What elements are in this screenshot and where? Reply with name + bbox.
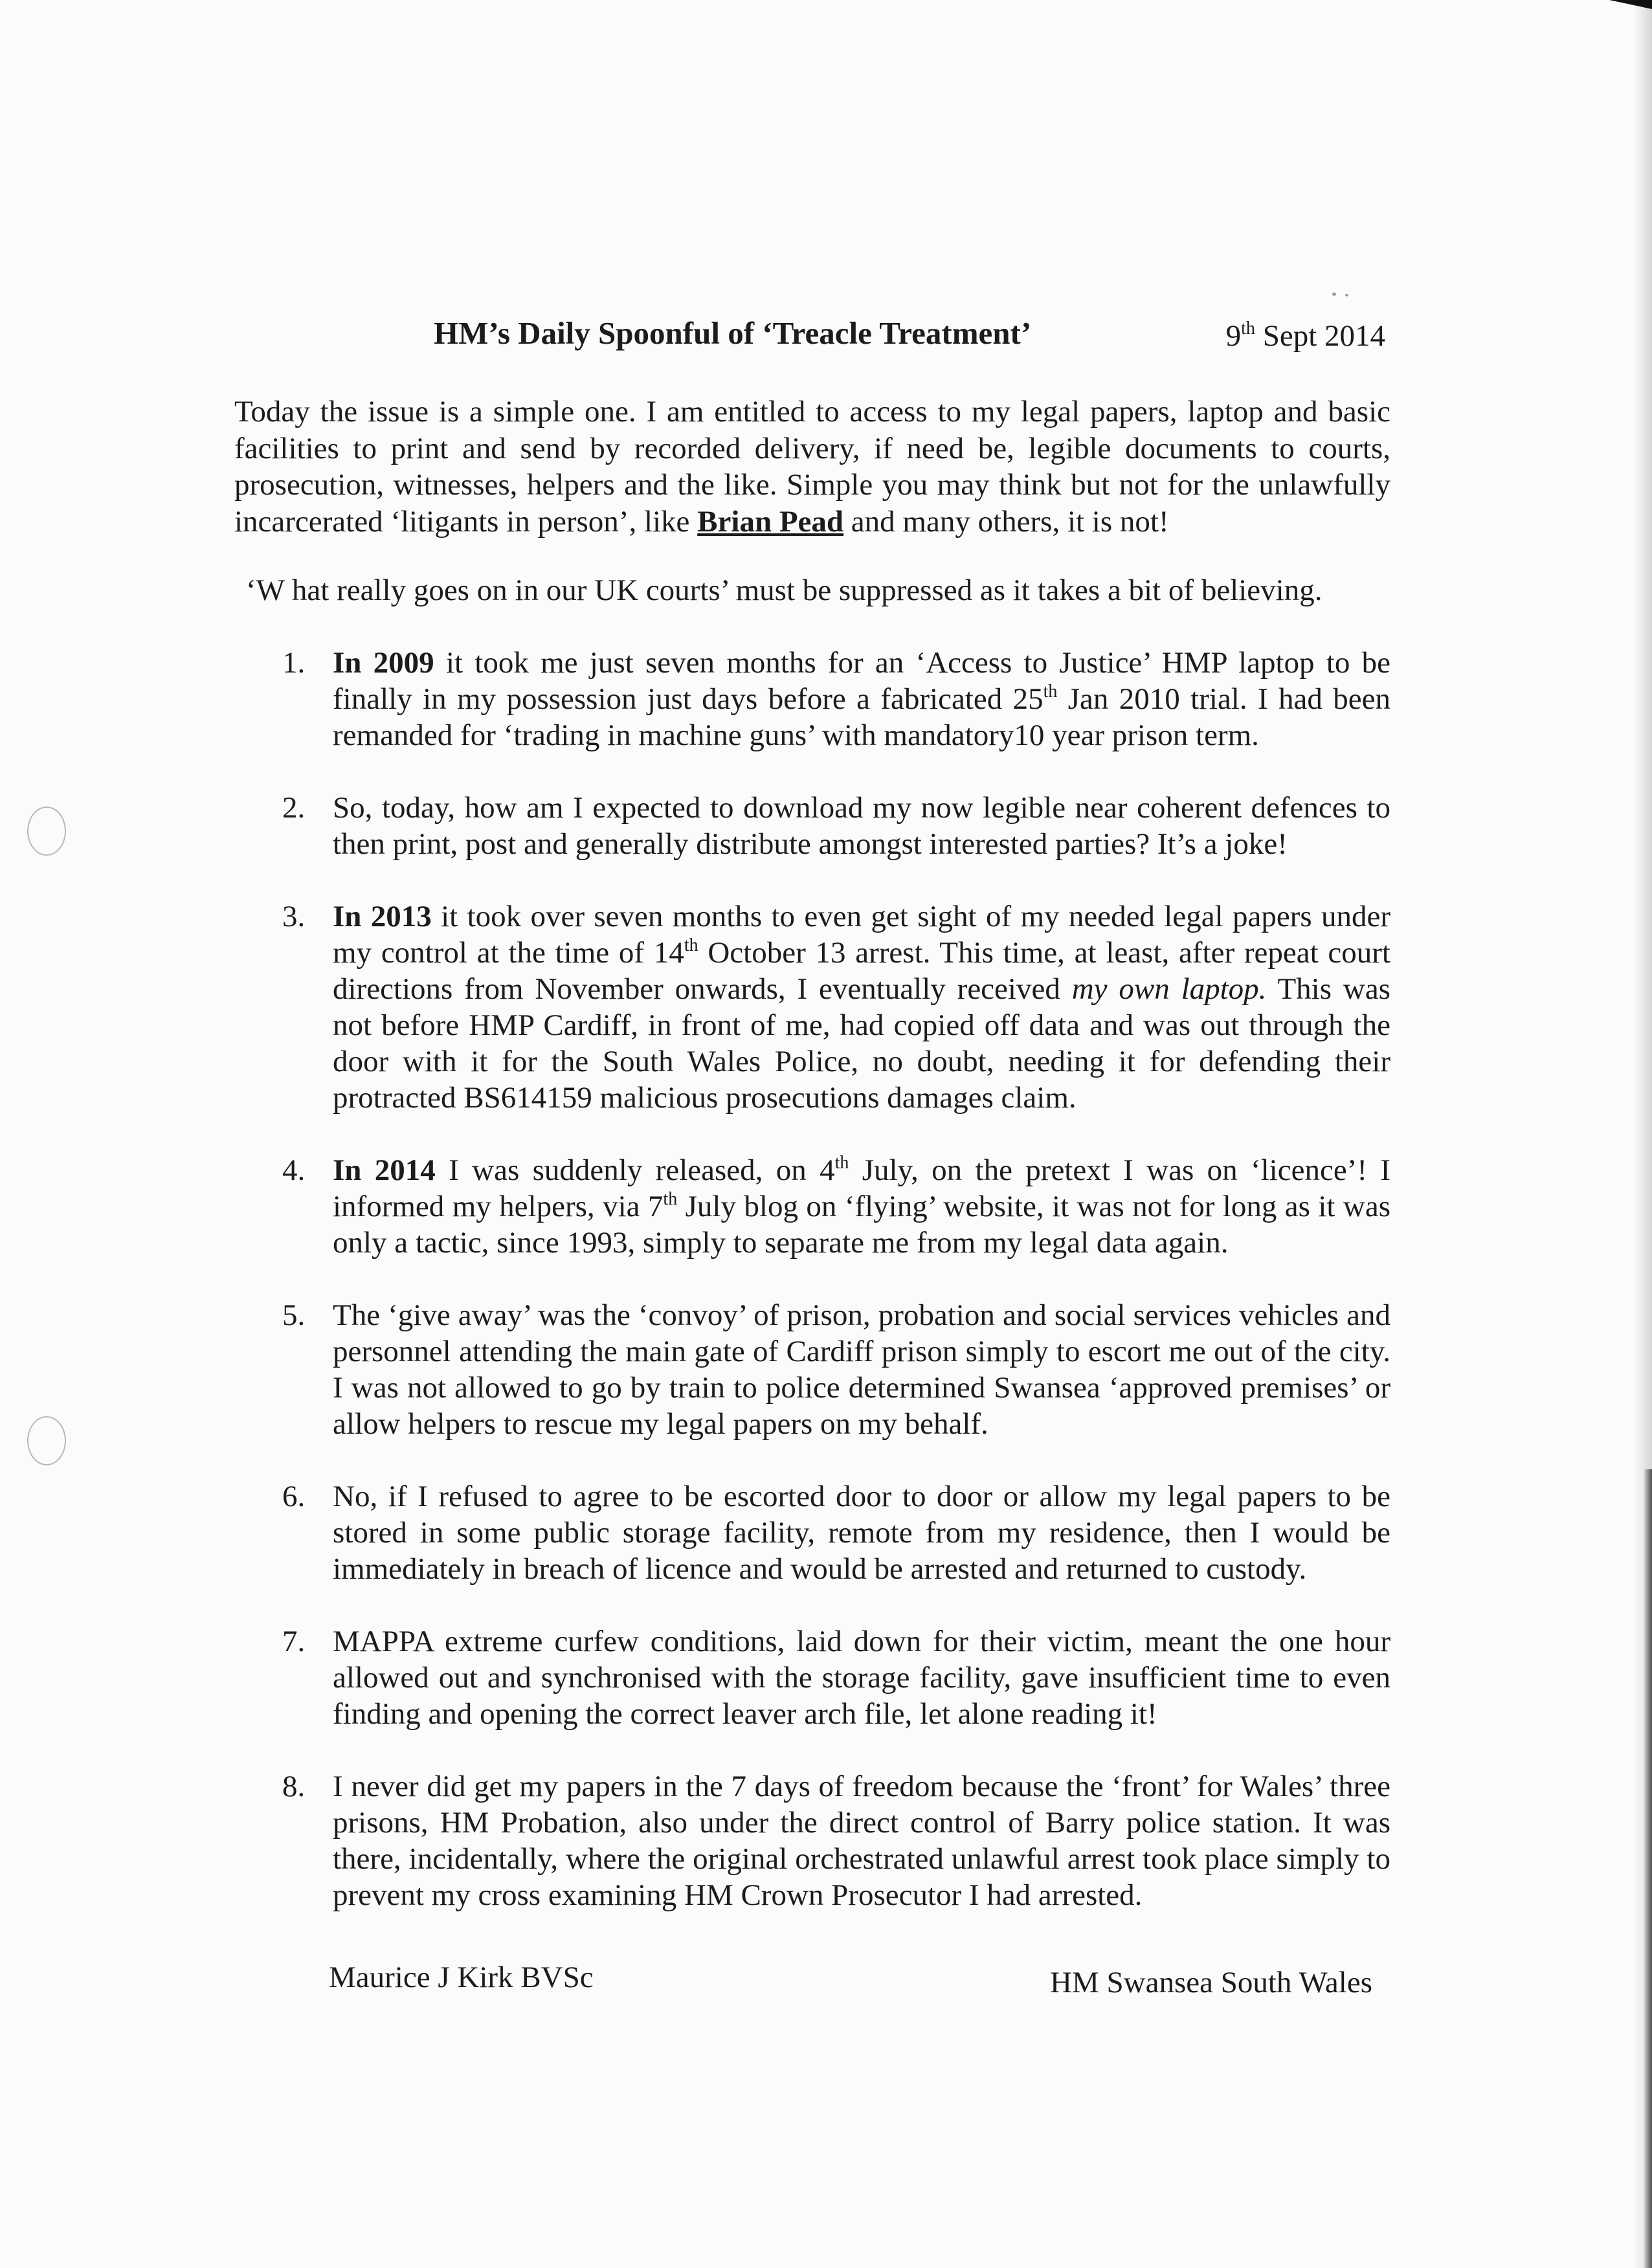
list-item: 6. No, if I refused to agree to be escorted door to door or allow my legal papers to be stored in some public storage facility, remote from my residence, then I would be immediately in breach of licence and would be arrested and returned to custody. xyxy=(282,1480,1390,1586)
punch-hole-upper xyxy=(27,806,66,856)
intro-paragraph: Today the issue is a simple one. I am entitled to access to my legal papers, laptop and basic facilities to print and send by recorded delivery, if need be, legible documents to courts, prosecution, witnesses, helpers and the like. Simple you may think but not for the unlawfully incarcerated ‘litigants in person’, like Brian Pead and many others, it is not! xyxy=(234,395,1390,539)
highlighted-name: Brian Pead xyxy=(697,504,844,539)
list-item: 1. In 2009 it took me just seven months for an ‘Access to Justice’ HMP laptop to be finally in my possession just days before a fabricated 25th Jan 2010 trial. I had been remanded for ‘trading in machine guns’ with mandatory10 year prison term. xyxy=(282,646,1390,752)
scan-corner-mark xyxy=(1600,0,1652,41)
punch-hole-lower xyxy=(27,1416,66,1465)
scan-speck xyxy=(1345,294,1348,296)
numbered-list xyxy=(282,645,1390,1950)
list-item: 7. MAPPA extreme curfew conditions, laid down for their victim, meant the one hour allowed out and synchronised with the storage facility, gave insufficient time to even finding and opening the correct leaver arch file, let alone reading it! xyxy=(282,1625,1390,1731)
list-item: 3. In 2013 it took over seven months to even get sight of my needed legal papers under my control at the time of 14th October 13 arrest. This time, at least, after repeat court directions from November onwards, I eventually received my own laptop. This was not before HMP Cardiff, in front of me, had copied off data and was out through the door with it for the South Wales Police, no doubt, needing it for defending their protracted BS614159 malicious prosecutions damages claim. xyxy=(282,900,1390,1115)
list-item: 2. So, today, how am I expected to download my now legible near coherent defences to then print, post and generally distribute amongst interested parties? It’s a joke! xyxy=(282,791,1390,861)
scan-speck xyxy=(1332,293,1336,296)
list-item: 4. In 2014 I was suddenly released, on 4th July, on the pretext I was on ‘licence’! I informed my helpers, via 7th July blog on ‘flying’ website, it was not for long as it was only a tactic, since 1993, simply to separate me from my legal data again. xyxy=(282,1153,1390,1260)
header xyxy=(434,315,1385,366)
list-item: 5. The ‘give away’ was the ‘convoy’ of prison, probation and social services vehicles and personnel attending the main gate of Cardiff prison simply to escort me out of the city. I was not allowed to go by train to police determined Swansea ‘approved premises’ or allow helpers to rescue my legal papers on my behalf. xyxy=(282,1298,1390,1441)
scan-edge-dark xyxy=(1644,1469,1652,2268)
page-title: HM’s Daily Spoonful of ‘Treacle Treatment’ xyxy=(434,315,1032,351)
quote-line: ‘W hat really goes on in our UK courts’ must be suppressed as it takes a bit of believing. xyxy=(246,573,1323,607)
list-item: 8. I never did get my papers in the 7 days of freedom because the ‘front’ for Wales’ three prisons, HM Probation, also under the direct control of Barry police station. It was there, incidentally, where the original orchestrated unlawful arrest took place simply to prevent my cross examining HM Crown Prosecutor I had arrested. xyxy=(282,1770,1390,1912)
location: HM Swansea South Wales xyxy=(1050,1966,1372,1999)
signature: Maurice J Kirk BVSc xyxy=(329,1961,594,1994)
document-date: 9th Sept 2014 xyxy=(1225,318,1385,353)
